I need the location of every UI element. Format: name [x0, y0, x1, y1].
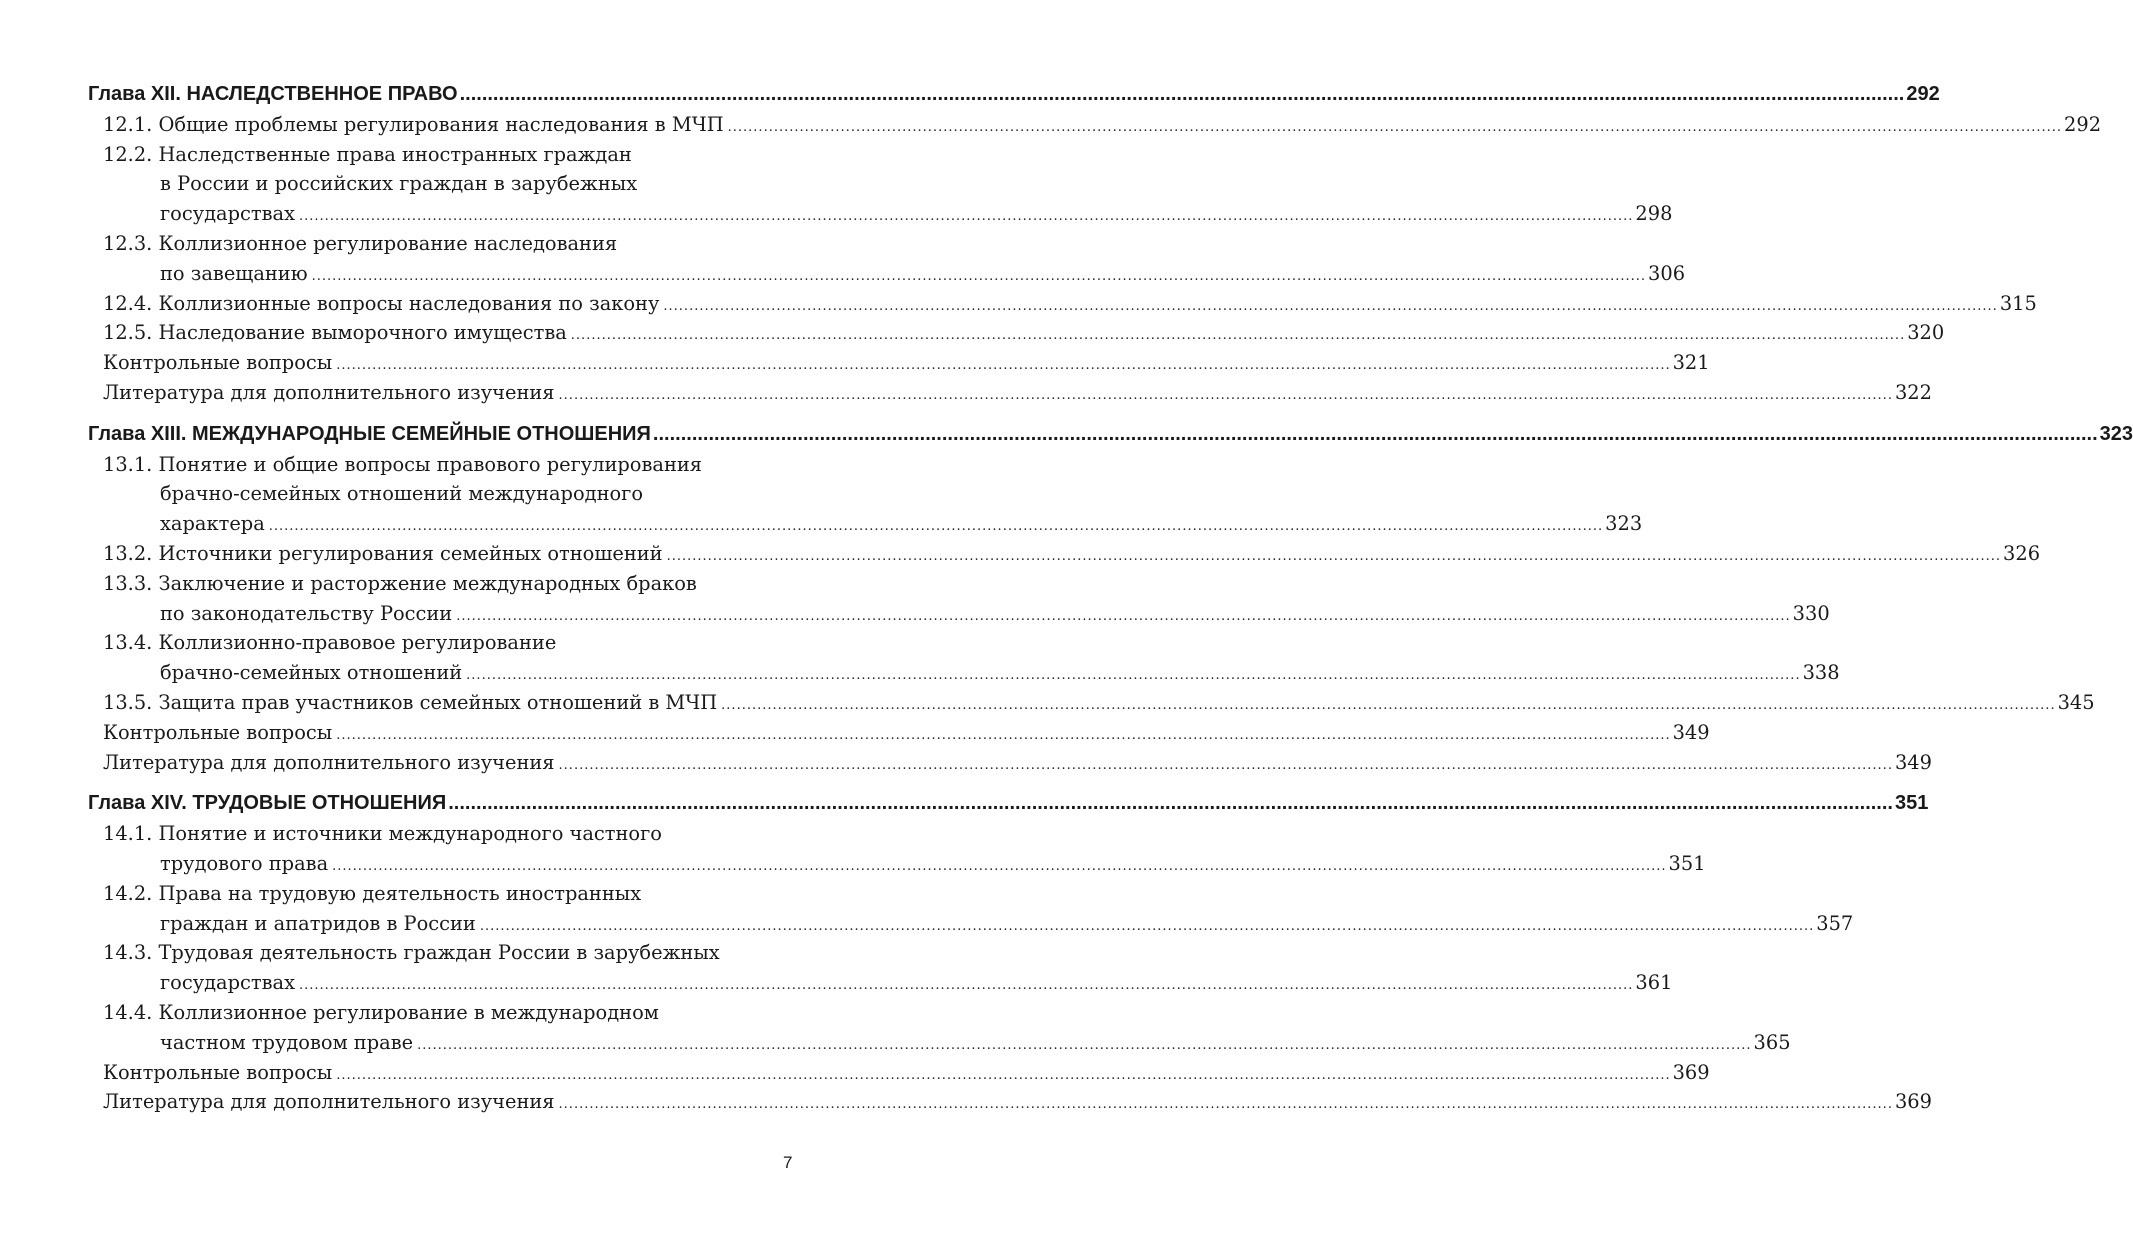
- toc-entry-page-number: 323: [1605, 512, 1643, 536]
- dot-leader: ....................................................................................................................................................................................................................................................................: [652, 422, 2098, 445]
- toc-entry-line: [88, 938, 794, 968]
- dot-leader: ....................................................................................................................................................................................................................................................................: [558, 1097, 1893, 1113]
- dot-leader: ....................................................................................................................................................................................................................................................................: [721, 697, 2056, 713]
- dot-leader: ....................................................................................................................................................................................................................................................................: [727, 119, 2063, 135]
- toc-entry-page-number: 322: [1894, 380, 1932, 404]
- toc-entry-page-number: 361: [1635, 971, 1673, 995]
- toc-entry-text: трудового права: [160, 851, 329, 875]
- toc-entry-text: в России и российских граждан в зарубежных: [160, 172, 638, 196]
- toc-entry-text: 14.2. Права на трудовую деятельность иностранных: [103, 881, 642, 905]
- toc-entry-line: [88, 819, 794, 849]
- toc-entry-text: 13.4. Коллизионно-правовое регулирование: [103, 631, 557, 655]
- chapter-block: [88, 420, 2133, 778]
- chapter-title: Глава XII. НАСЛЕДСТВЕННОЕ ПРАВО: [88, 83, 458, 105]
- dot-leader: ....................................................................................................................................................................................................................................................................: [466, 668, 1801, 684]
- toc-entry-page-number: 321: [1672, 351, 1710, 375]
- toc-entry-page-number: 357: [1816, 911, 1854, 935]
- toc-entry-text: 14.3. Трудовая деятельность граждан России в зарубежных: [103, 941, 720, 965]
- toc-entry-text: частном трудовом праве: [160, 1030, 414, 1054]
- toc-entry-line: [88, 509, 1643, 539]
- toc-entry-text: 12.5. Наследование выморочного имущества: [103, 321, 567, 345]
- toc-entry-text: Литература для дополнительного изучения: [103, 1090, 555, 1114]
- toc-entry-text: Литература для дополнительного изучения: [103, 380, 555, 404]
- chapter-page-number: 292: [1906, 83, 1940, 105]
- toc-entry-text: брачно-семейных отношений международного: [160, 482, 644, 506]
- toc-entry-line: [88, 140, 794, 170]
- dot-leader: ....................................................................................................................................................................................................................................................................: [663, 298, 1998, 314]
- dot-leader: ....................................................................................................................................................................................................................................................................: [336, 358, 1671, 374]
- toc-entry-page-number: 292: [2064, 112, 2102, 136]
- toc-entry-line: [88, 348, 1710, 378]
- chapter-heading: [88, 420, 2133, 450]
- chapter-page-number: 323: [2099, 422, 2133, 445]
- toc-entry-line: [88, 378, 1932, 408]
- toc-entry-text: 13.3. Заключение и расторжение международных браков: [103, 571, 697, 595]
- toc-entry-text: 12.3. Коллизионное регулирование наследования: [103, 231, 618, 255]
- toc-entry-page-number: 369: [1894, 1090, 1932, 1114]
- dot-leader: ....................................................................................................................................................................................................................................................................: [299, 978, 1634, 994]
- toc-entry-line: [88, 748, 1932, 778]
- toc-entry-line: [88, 658, 1840, 688]
- toc-entry-line: [88, 110, 2102, 140]
- toc-entry-line: [88, 909, 1854, 939]
- page-number: 7: [783, 1153, 793, 1172]
- toc-entry-text: 13.1. Понятие и общие вопросы правового регулирования: [103, 452, 703, 476]
- toc-entry-line: [88, 318, 1945, 348]
- chapter-title: Глава XIV. ТРУДОВЫЕ ОТНОШЕНИЯ: [88, 792, 447, 815]
- toc-entry-line: [88, 718, 1710, 748]
- toc-entry-page-number: 365: [1753, 1030, 1791, 1054]
- toc-entry-text: государствах: [160, 971, 296, 995]
- toc-entry-page-number: 349: [1672, 720, 1710, 744]
- chapter-block: [88, 80, 2102, 408]
- chapter-page-number: 351: [1894, 792, 1929, 815]
- dot-leader: ....................................................................................................................................................................................................................................................................: [336, 1067, 1671, 1083]
- toc-entry-text: Контрольные вопросы: [103, 720, 333, 744]
- dot-leader: ....................................................................................................................................................................................................................................................................: [479, 918, 1815, 934]
- toc-entry-page-number: 338: [1802, 661, 1840, 685]
- table-of-contents: [88, 80, 2133, 1129]
- toc-entry-text: граждан и апатридов в России: [160, 911, 476, 935]
- toc-entry-text: государствах: [160, 202, 296, 226]
- toc-entry-text: 12.4. Коллизионные вопросы наследования по закону: [103, 291, 660, 315]
- toc-entry-page-number: 326: [2003, 541, 2041, 565]
- toc-entry-line: [88, 1058, 1710, 1088]
- chapter-block: [88, 789, 1932, 1117]
- dot-leader: ....................................................................................................................................................................................................................................................................: [666, 548, 2002, 564]
- toc-entry-line: [88, 450, 794, 480]
- toc-entry-line: [88, 879, 794, 909]
- toc-entry-line: [88, 599, 1830, 629]
- chapter-title: Глава XIII. МЕЖДУНАРОДНЫЕ СЕМЕЙНЫЕ ОТНОШЕНИЯ: [88, 422, 651, 445]
- toc-entry-line: [88, 1087, 1932, 1117]
- toc-entry-page-number: 351: [1668, 851, 1706, 875]
- toc-entry-page-number: 345: [2057, 690, 2095, 714]
- toc-entry-line: [88, 169, 794, 199]
- dot-leader: ....................................................................................................................................................................................................................................................................: [570, 328, 1906, 344]
- toc-entry-text: брачно-семейных отношений: [160, 661, 463, 685]
- toc-entry-text: 14.1. Понятие и источники международного частного: [103, 822, 662, 846]
- dot-leader: ....................................................................................................................................................................................................................................................................: [558, 757, 1893, 773]
- toc-entry-text: Контрольные вопросы: [103, 1060, 333, 1084]
- toc-entry-text: 12.1. Общие проблемы регулирования наследования в МЧП: [103, 112, 724, 136]
- toc-entry-page-number: 298: [1635, 202, 1673, 226]
- toc-entry-text: 12.2. Наследственные права иностранных граждан: [103, 142, 632, 166]
- chapter-heading: [88, 80, 1940, 110]
- dot-leader: ....................................................................................................................................................................................................................................................................: [299, 209, 1634, 225]
- toc-entry-text: по законодательству России: [160, 601, 453, 625]
- toc-entry-text: по завещанию: [160, 261, 308, 285]
- toc-entry-text: 13.5. Защита прав участников семейных отношений в МЧП: [103, 690, 718, 714]
- toc-entry-page-number: 369: [1672, 1060, 1710, 1084]
- toc-entry-text: характера: [160, 512, 265, 536]
- toc-entry-page-number: 330: [1792, 601, 1830, 625]
- dot-leader: ....................................................................................................................................................................................................................................................................: [268, 519, 1604, 535]
- toc-entry-text: Литература для дополнительного изучения: [103, 750, 555, 774]
- toc-entry-line: [88, 688, 2095, 718]
- dot-leader: ....................................................................................................................................................................................................................................................................: [459, 83, 1905, 105]
- toc-entry-page-number: 349: [1894, 750, 1932, 774]
- toc-entry-line: [88, 229, 794, 259]
- toc-entry-line: [88, 968, 1673, 998]
- toc-entry-line: [88, 539, 2041, 569]
- dot-leader: ....................................................................................................................................................................................................................................................................: [417, 1037, 1752, 1053]
- toc-entry-page-number: 315: [1999, 291, 2037, 315]
- dot-leader: ....................................................................................................................................................................................................................................................................: [311, 268, 1647, 284]
- toc-entry-line: [88, 569, 794, 599]
- toc-entry-line: [88, 199, 1673, 229]
- toc-entry-line: [88, 479, 794, 509]
- toc-entry-text: Контрольные вопросы: [103, 351, 333, 375]
- dot-leader: ....................................................................................................................................................................................................................................................................: [456, 608, 1791, 624]
- dot-leader: ....................................................................................................................................................................................................................................................................: [448, 792, 1893, 815]
- chapter-heading: [88, 789, 1929, 819]
- toc-entry-line: [88, 628, 794, 658]
- dot-leader: ....................................................................................................................................................................................................................................................................: [336, 727, 1671, 743]
- toc-entry-text: 13.2. Источники регулирования семейных отношений: [103, 541, 663, 565]
- toc-entry-line: [88, 289, 2037, 319]
- toc-entry-page-number: 320: [1907, 321, 1945, 345]
- toc-entry-text: 14.4. Коллизионное регулирование в международном: [103, 1000, 659, 1024]
- toc-entry-line: [88, 998, 794, 1028]
- toc-entry-line: [88, 259, 1686, 289]
- toc-entry-line: [88, 849, 1706, 879]
- dot-leader: ....................................................................................................................................................................................................................................................................: [332, 858, 1667, 874]
- toc-entry-line: [88, 1028, 1791, 1058]
- toc-entry-page-number: 306: [1648, 261, 1686, 285]
- dot-leader: ....................................................................................................................................................................................................................................................................: [558, 387, 1893, 403]
